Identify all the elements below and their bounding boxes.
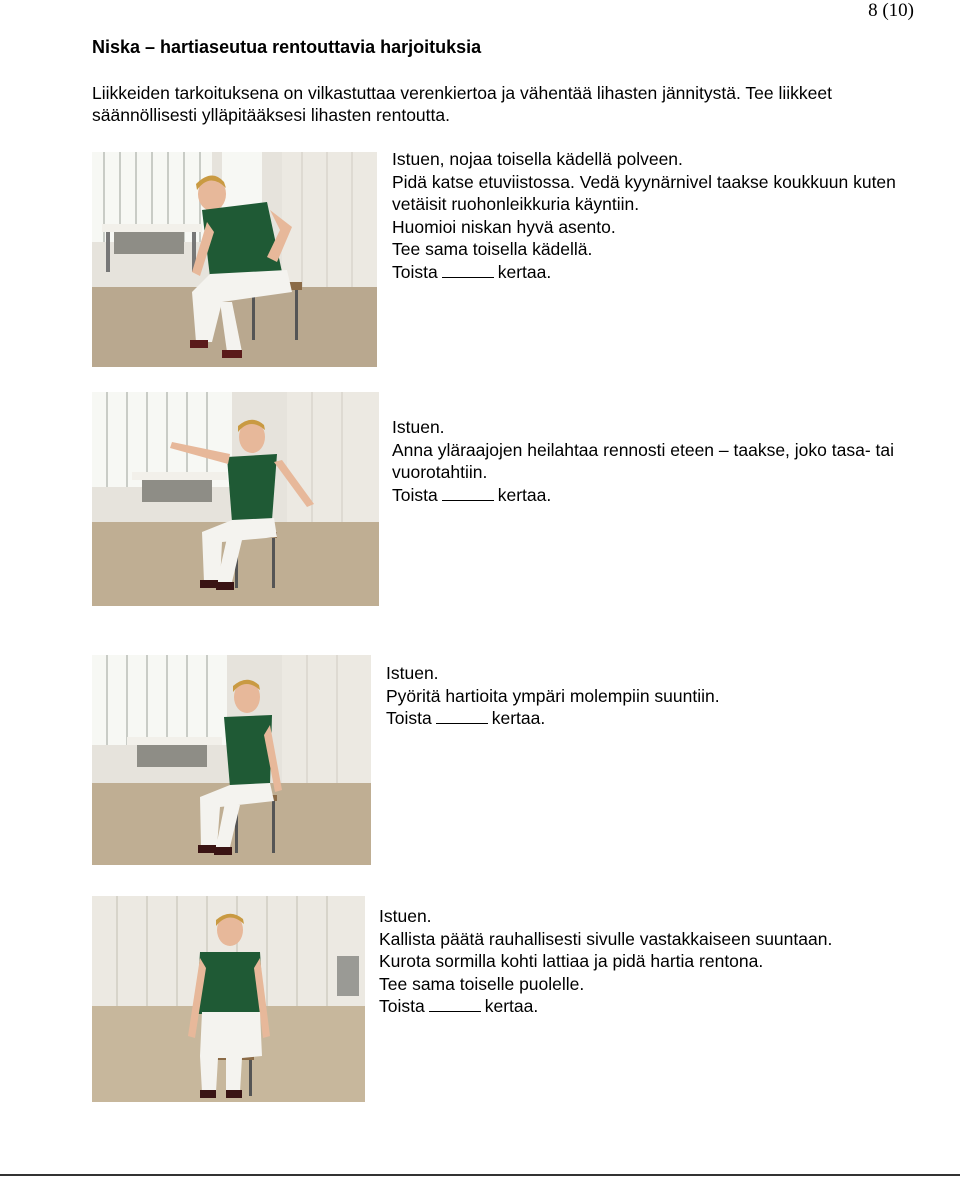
exercise-photo-2 (92, 392, 379, 606)
repeat-suffix: kertaa. (497, 484, 552, 505)
repeat-suffix: kertaa. (484, 996, 539, 1016)
exercise-2-line: Istuen. (392, 417, 445, 437)
exercise-4-line: Tee sama toiselle puolelle. (379, 973, 585, 994)
repeat-prefix: Toista (392, 261, 438, 282)
page-title: Niska – hartiaseutua rentouttavia harjoituksia (92, 37, 482, 57)
exercise-2-repeat (392, 484, 932, 507)
repeat-count-blank (442, 486, 494, 501)
repeat-suffix: kertaa. (491, 708, 546, 728)
exercise-photo-4 (92, 896, 365, 1102)
exercise-4-line: Istuen. (379, 906, 432, 926)
repeat-count-blank (436, 709, 488, 724)
exercise-photo-1 (92, 152, 377, 367)
exercise-1-line: Pidä katse etuviistossa. Vedä kyynärnivel taakse koukkuun kuten vetäisit ruohonleikkuria käyntiin. (392, 171, 896, 214)
intro-paragraph: Liikkeiden tarkoituksena on vilkastuttaa verenkiertoa ja vähentää lihasten jännitystä. Tee liikkeet säännöllisesti ylläpitääksesi lihasten rentoutta. (92, 83, 832, 125)
exercise-3-repeat (386, 707, 931, 730)
exercise-2-line: Anna yläraajojen heilahtaa rennosti eteen – taakse, joko tasa- tai vuorotahtiin. (392, 439, 894, 482)
exercise-4-line: Kurota sormilla kohti lattiaa ja pidä hartia rentona. (379, 951, 764, 971)
exercise-3-instructions (386, 662, 931, 730)
exercise-photo-3 (92, 655, 371, 865)
exercise-1-instructions (392, 148, 932, 283)
footer-divider (0, 1174, 960, 1176)
repeat-prefix: Toista (379, 996, 425, 1016)
page-number: 8 (10) (868, 0, 914, 21)
exercise-1-repeat (392, 261, 932, 284)
exercise-1-line: Huomioi niskan hyvä asento. (392, 216, 616, 237)
repeat-count-blank (442, 263, 494, 278)
repeat-prefix: Toista (392, 484, 438, 505)
exercise-3-line: Pyöritä hartioita ympäri molempiin suuntiin. (386, 685, 720, 706)
exercise-2-instructions (392, 416, 932, 506)
exercise-4-repeat (379, 995, 939, 1018)
repeat-prefix: Toista (386, 708, 432, 728)
exercise-1-line: Istuen, nojaa toisella kädellä polveen. (392, 149, 683, 169)
exercise-4-instructions (379, 905, 939, 1018)
repeat-count-blank (429, 997, 481, 1012)
exercise-3-line: Istuen. (386, 663, 439, 683)
exercise-1-line: Tee sama toisella kädellä. (392, 239, 593, 259)
repeat-suffix: kertaa. (497, 261, 552, 282)
exercise-4-line: Kallista päätä rauhallisesti sivulle vastakkaiseen suuntaan. (379, 928, 833, 949)
